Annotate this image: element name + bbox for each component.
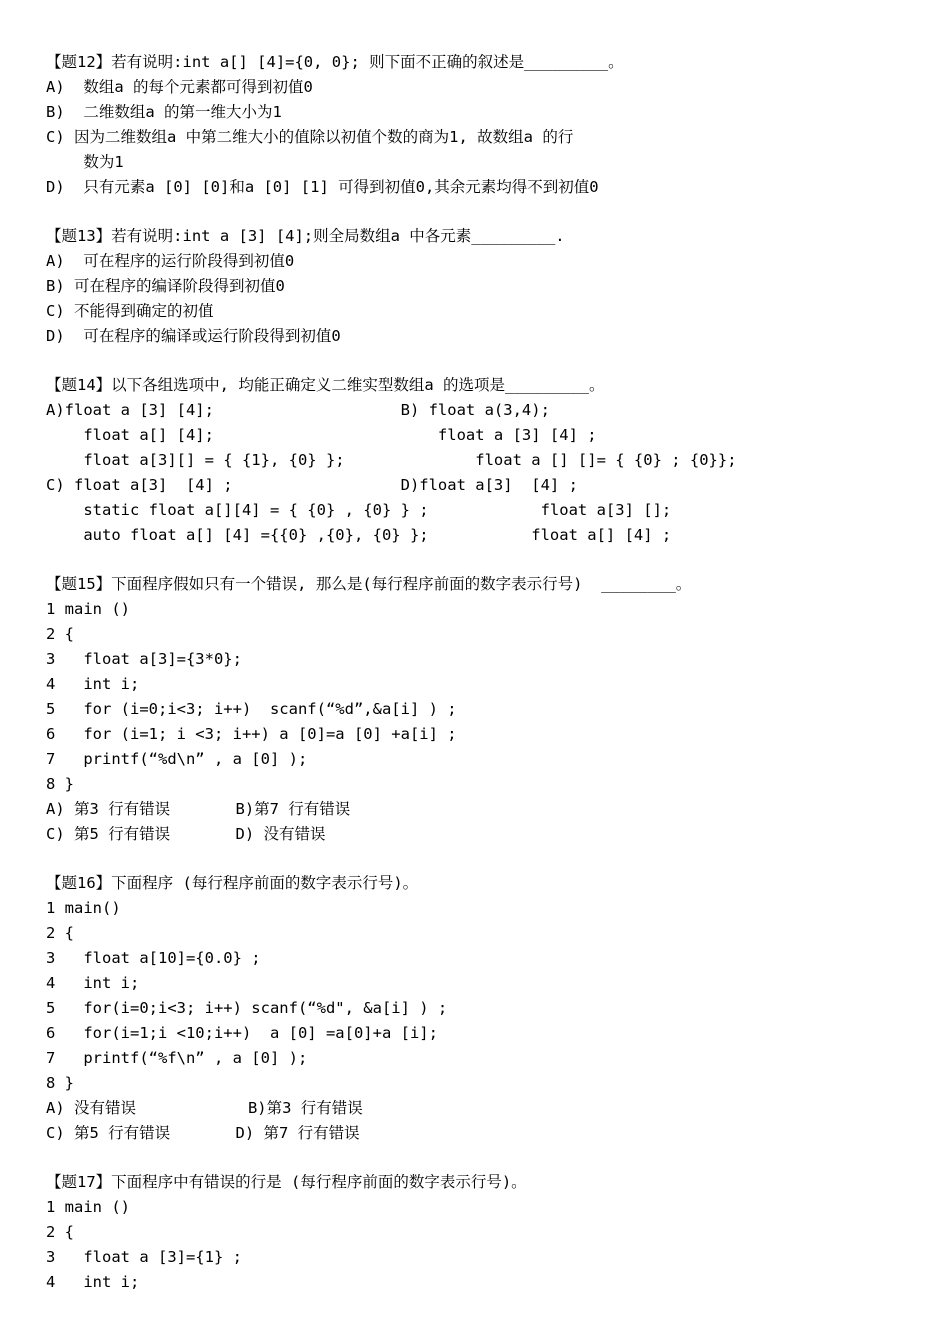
q16-title: 【题16】下面程序 (每行程序前面的数字表示行号)。 (46, 874, 419, 892)
q15-code-7: 7 printf(“%d\n” , a [0] ); (46, 750, 308, 768)
q17-title: 【题17】下面程序中有错误的行是 (每行程序前面的数字表示行号)。 (46, 1173, 527, 1191)
q16-code-5: 5 for(i=0;i<3; i++) scanf(“%d", &a[i] ) ; (46, 999, 448, 1017)
q14-row-2: float a[] [4]; float a [3] [4] ; (46, 426, 597, 444)
q13-option-a: A) 可在程序的运行阶段得到初值0 (46, 252, 295, 270)
q15-code-8: 8 } (46, 775, 74, 793)
q17-code-4: 4 int i; (46, 1273, 140, 1291)
q12-option-d: D) 只有元素a [0] [0]和a [0] [1] 可得到初值0,其余元素均得不到初值0 (46, 178, 599, 196)
q17-code-3: 3 float a [3]={1} ; (46, 1248, 242, 1266)
q15-code-2: 2 { (46, 625, 74, 643)
q16-code-4: 4 int i; (46, 974, 140, 992)
q12-option-a: A) 数组a 的每个元素都可得到初值0 (46, 78, 313, 96)
q16-code-3: 3 float a[10]={0.0} ; (46, 949, 261, 967)
q14-row-1: A)float a [3] [4]; B) float a(3,4); (46, 401, 550, 419)
q12-option-c: C) 因为二维数组a 中第二维大小的值除以初值个数的商为1, 故数组a 的行 (46, 128, 574, 146)
q13-title: 【题13】若有说明:int a [3] [4];则全局数组a 中各元素_________. (46, 227, 565, 245)
q14-row-5: static float a[][4] = { {0} , {0} } ; float a[3] []; (46, 501, 672, 519)
q17-code-1: 1 main () (46, 1198, 130, 1216)
q16-options-ab: A) 没有错误 B)第3 行有错误 (46, 1099, 363, 1117)
q16-code-7: 7 printf(“%f\n” , a [0] ); (46, 1049, 308, 1067)
q15-options-ab: A) 第3 行有错误 B)第7 行有错误 (46, 800, 351, 818)
q13-option-d: D) 可在程序的编译或运行阶段得到初值0 (46, 327, 341, 345)
q16-code-1: 1 main() (46, 899, 121, 917)
q15-code-6: 6 for (i=1; i <3; i++) a [0]=a [0] +a[i] ; (46, 725, 457, 743)
q15-code-3: 3 float a[3]={3*0}; (46, 650, 242, 668)
q14-row-3: float a[3][] = { {1}, {0} }; float a [] []= { {0} ; {0}}; (46, 451, 737, 469)
q14-title: 【题14】以下各组选项中, 均能正确定义二维实型数组a 的选项是_________。 (46, 376, 605, 394)
q15-code-4: 4 int i; (46, 675, 140, 693)
q12-option-b: B) 二维数组a 的第一维大小为1 (46, 103, 282, 121)
q12-title: 【题12】若有说明:int a[] [4]={0, 0}; 则下面不正确的叙述是_________。 (46, 53, 624, 71)
q15-code-5: 5 for (i=0;i<3; i++) scanf(“%d”,&a[i] ) ; (46, 700, 457, 718)
q15-title: 【题15】下面程序假如只有一个错误, 那么是(每行程序前面的数字表示行号) ________。 (46, 575, 692, 593)
q14-row-4: C) float a[3] [4] ; D)float a[3] [4] ; (46, 476, 578, 494)
q16-options-cd: C) 第5 行有错误 D) 第7 行有错误 (46, 1124, 360, 1142)
q14-row-6: auto float a[] [4] ={{0} ,{0}, {0} }; float a[] [4] ; (46, 526, 672, 544)
q15-code-1: 1 main () (46, 600, 130, 618)
q13-option-b: B) 可在程序的编译阶段得到初值0 (46, 277, 285, 295)
q15-options-cd: C) 第5 行有错误 D) 没有错误 (46, 825, 326, 843)
q13-option-c: C) 不能得到确定的初值 (46, 302, 214, 320)
q16-code-2: 2 { (46, 924, 74, 942)
q12-option-c-cont: 数为1 (46, 153, 124, 171)
q17-code-2: 2 { (46, 1223, 74, 1241)
q16-code-6: 6 for(i=1;i <10;i++) a [0] =a[0]+a [i]; (46, 1024, 438, 1042)
q16-code-8: 8 } (46, 1074, 74, 1092)
